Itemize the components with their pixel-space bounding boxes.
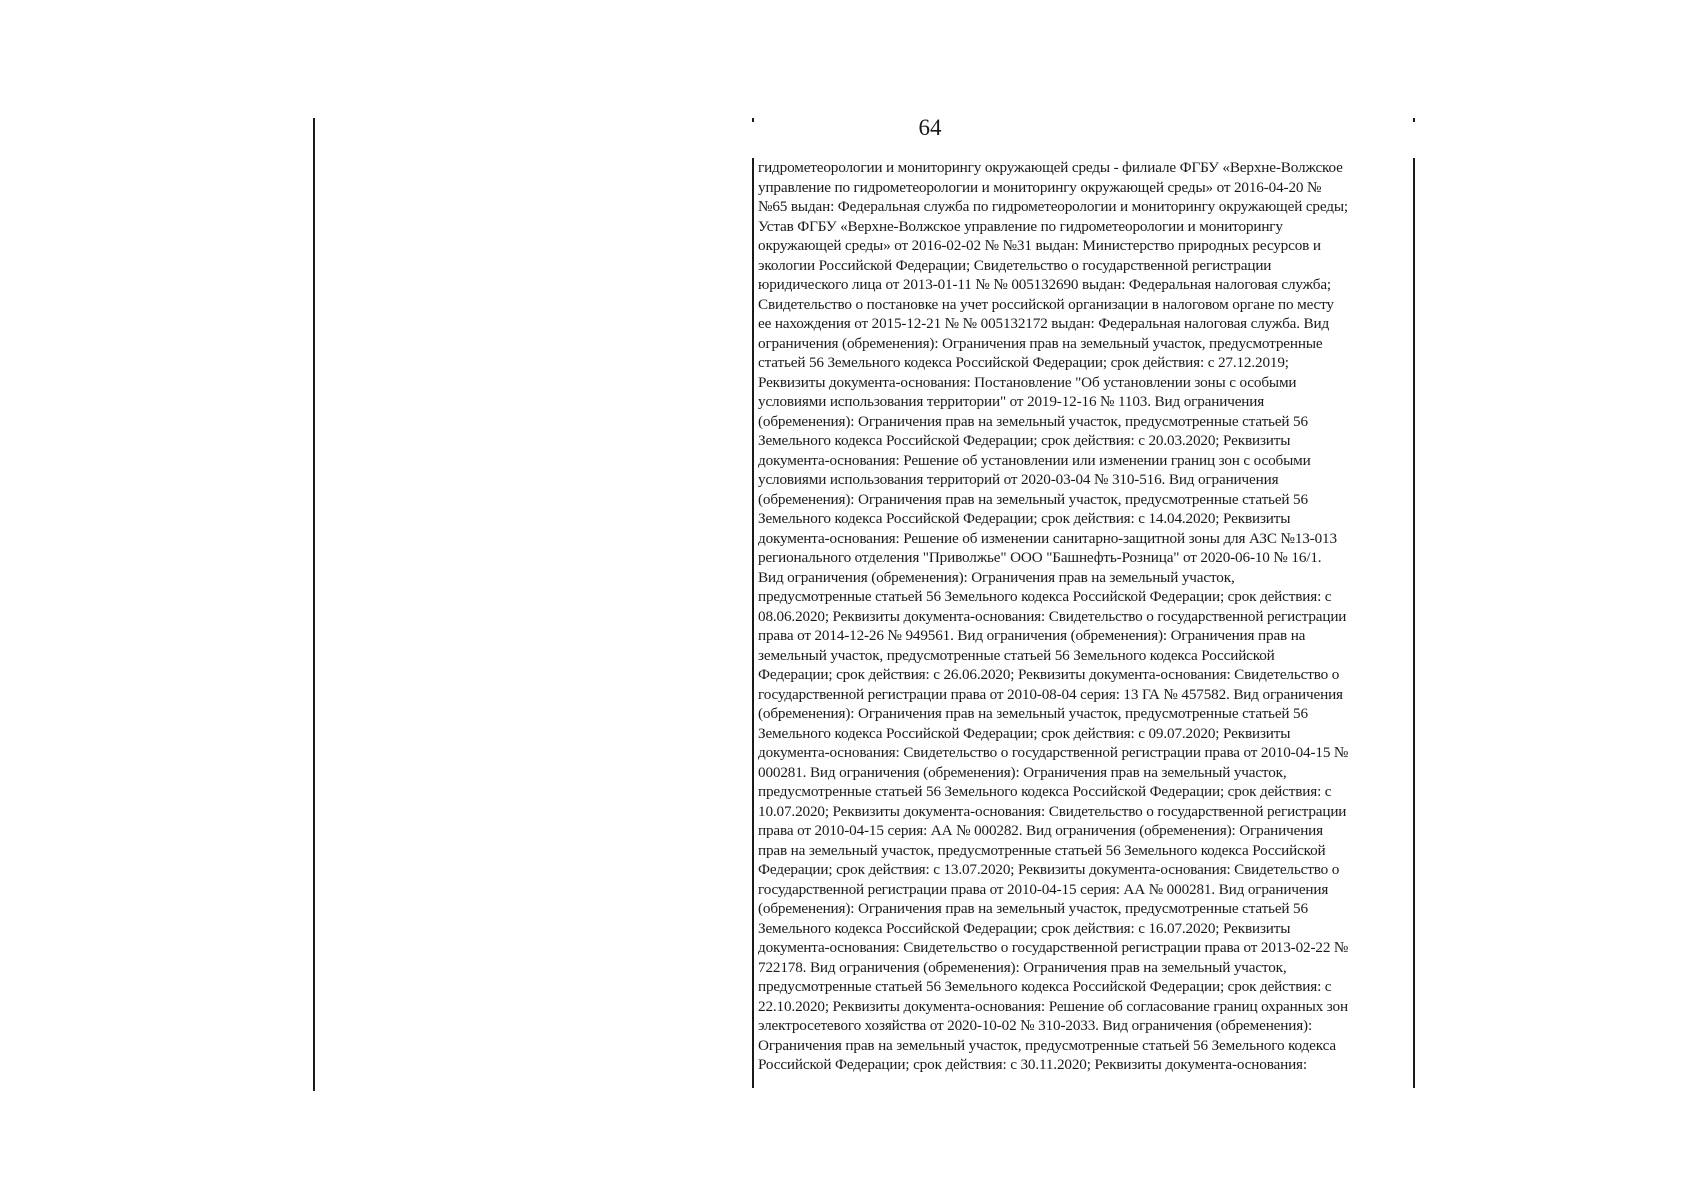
- text-line: ограничения (обременения): Ограничения прав на земельный участок, предусмотренные: [758, 334, 1323, 352]
- text-line: экологии Российской Федерации; Свидетельство о государственной регистрации: [758, 256, 1272, 274]
- text-line: Вид ограничения (обременения): Ограничения прав на земельный участок,: [758, 568, 1235, 586]
- text-line: государственной регистрации права от 2010-08-04 серия: 13 ГА № 457582. Вид ограничения: [758, 685, 1343, 703]
- text-line: (обременения): Ограничения прав на земельный участок, предусмотренные статьей 56: [758, 412, 1308, 430]
- column-left-border: [752, 158, 754, 1088]
- text-line: условиями использования территорий от 2020-03-04 № 310-516. Вид ограничения: [758, 471, 1279, 488]
- column-top-tick-left: [752, 118, 754, 122]
- text-column: [758, 158, 1408, 1075]
- text-line: 722178. Вид ограничения (обременения): Ограничения прав на земельный участок,: [758, 958, 1287, 976]
- text-line: №65 выдан: Федеральная служба по гидрометеорологии и мониторингу окружающей среды;: [758, 198, 1348, 215]
- text-line: Земельного кодекса Российской Федерации; срок действия: с 09.07.2020; Реквизиты: [758, 724, 1291, 742]
- text-line: регионального отделения "Приволжье" ООО "Башнефть-Розница" от 2020-06-10 № 16/1.: [758, 549, 1322, 566]
- text-line: Земельного кодекса Российской Федерации; срок действия: с 16.07.2020; Реквизиты: [758, 919, 1291, 937]
- text-line: прав на земельный участок, предусмотренные статьей 56 Земельного кодекса Российской: [758, 841, 1326, 859]
- text-line: управление по гидрометеорологии и мониторингу окружающей среды» от 2016-04-20 №: [758, 178, 1322, 196]
- text-line: статьей 56 Земельного кодекса Российской Федерации; срок действия: с 27.12.2019;: [758, 354, 1289, 371]
- text-line: Устав ФГБУ «Верхне-Волжское управление по гидрометеорологии и мониторингу: [758, 217, 1283, 235]
- text-line: окружающей среды» от 2016-02-02 № №31 выдан: Министерство природных ресурсов и: [758, 237, 1321, 254]
- text-line: (обременения): Ограничения прав на земельный участок, предусмотренные статьей 56: [758, 490, 1308, 508]
- text-line: Земельного кодекса Российской Федерации; срок действия: с 20.03.2020; Реквизиты: [758, 432, 1291, 449]
- text-line: права от 2010-04-15 серия: АА № 000282. Вид ограничения (обременения): Ограничения: [758, 822, 1323, 839]
- text-line: Реквизиты документа-основания: Постановление "Об установлении зоны с особыми: [758, 373, 1297, 391]
- text-line: 08.06.2020; Реквизиты документа-основания: Свидетельство о государственной регистрации: [758, 607, 1347, 625]
- text-line: 22.10.2020; Реквизиты документа-основания: Решение об согласование границ охранных зон: [758, 997, 1348, 1015]
- text-line: 10.07.2020; Реквизиты документа-основания: Свидетельство о государственной регистрации: [758, 802, 1347, 820]
- text-line: электросетевого хозяйства от 2020-10-02 № 310-2033. Вид ограничения (обременения):: [758, 1017, 1313, 1034]
- text-line: документа-основания: Решение об изменении санитарно-защитной зоны для АЗС №13-013: [758, 529, 1337, 547]
- text-line: документа-основания: Свидетельство о государственной регистрации права от 2013-02-22 №: [758, 939, 1349, 956]
- text-line: Федерации; срок действия: с 13.07.2020; Реквизиты документа-основания: Свидетельство о: [758, 861, 1340, 878]
- text-line: Федерации; срок действия: с 26.06.2020; Реквизиты документа-основания: Свидетельство о: [758, 666, 1340, 683]
- text-line: документа-основания: Свидетельство о государственной регистрации права от 2010-04-15 №: [758, 744, 1349, 761]
- column-top-tick-right: [1413, 118, 1415, 122]
- text-line: документа-основания: Решение об установлении или изменении границ зон с особыми: [758, 451, 1311, 469]
- text-line: 000281. Вид ограничения (обременения): Ограничения прав на земельный участок,: [758, 763, 1287, 781]
- text-line: (обременения): Ограничения прав на земельный участок, предусмотренные статьей 56: [758, 900, 1308, 917]
- column-right-border: [1413, 158, 1415, 1088]
- page-number: 64: [918, 115, 942, 140]
- text-line: предусмотренные статьей 56 Земельного кодекса Российской Федерации; срок действия: с: [758, 588, 1332, 605]
- text-line: права от 2014-12-26 № 949561. Вид ограничения (обременения): Ограничения прав на: [758, 627, 1306, 644]
- text-line: Ограничения прав на земельный участок, предусмотренные статьей 56 Земельного кодекса: [758, 1036, 1336, 1054]
- text-line: Российской Федерации; срок действия: с 30.11.2020; Реквизиты документа-основания:: [758, 1056, 1307, 1073]
- text-line: предусмотренные статьей 56 Земельного кодекса Российской Федерации; срок действия: с: [758, 783, 1332, 800]
- text-line: земельный участок, предусмотренные статьей 56 Земельного кодекса Российской: [758, 646, 1275, 664]
- text-line: предусмотренные статьей 56 Земельного кодекса Российской Федерации; срок действия: с: [758, 978, 1332, 995]
- text-line: гидрометеорологии и мониторингу окружающей среды - филиале ФГБУ «Верхне-Волжское: [758, 159, 1343, 176]
- text-line: ее нахождения от 2015-12-21 № № 005132172 выдан: Федеральная налоговая служба. Вид: [758, 315, 1330, 332]
- text-line: государственной регистрации права от 2010-04-15 серия: АА № 000281. Вид ограничения: [758, 880, 1329, 898]
- text-line: условиями использования территории" от 2019-12-16 № 1103. Вид ограничения: [758, 393, 1265, 410]
- text-line: Свидетельство о постановке на учет российской организации в налоговом органе по месту: [758, 295, 1334, 313]
- text-line: юридического лица от 2013-01-11 № № 005132690 выдан: Федеральная налоговая служба;: [758, 276, 1332, 293]
- text-line: Земельного кодекса Российской Федерации; срок действия: с 14.04.2020; Реквизиты: [758, 510, 1291, 527]
- text-line: (обременения): Ограничения прав на земельный участок, предусмотренные статьей 56: [758, 705, 1308, 722]
- table-left-border: [313, 118, 315, 1091]
